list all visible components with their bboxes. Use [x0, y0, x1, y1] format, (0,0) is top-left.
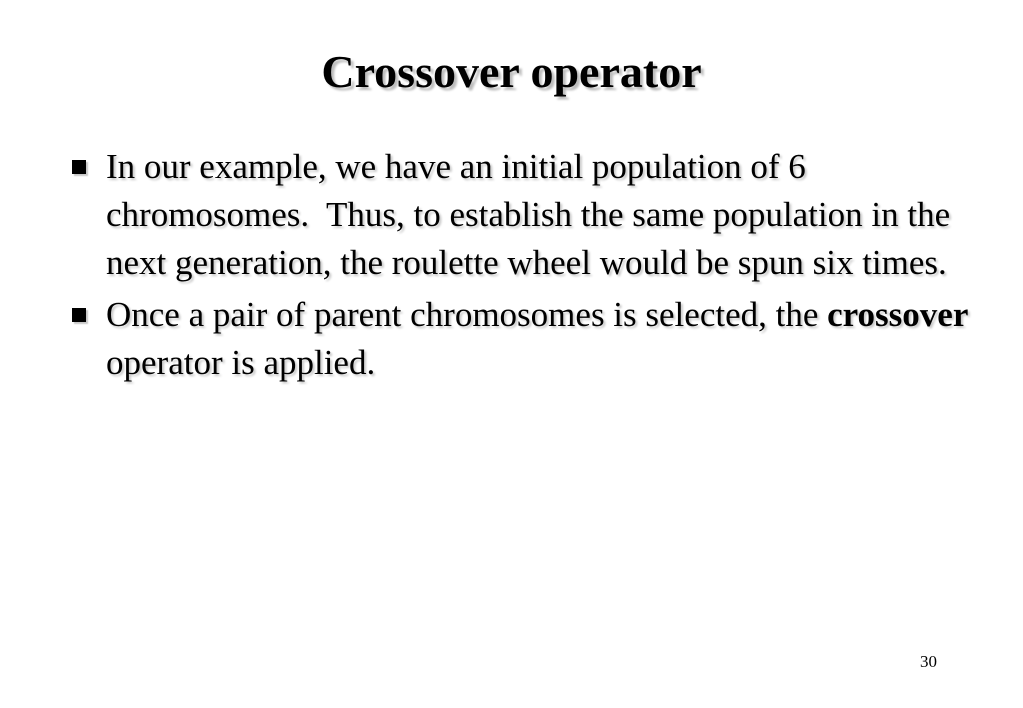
bullet-bold-term: crossover [827, 295, 969, 334]
bullet-item-2 [70, 291, 970, 387]
slide-title: Crossover operator [321, 46, 702, 97]
bullet-text-2-after: operator is applied. [106, 343, 376, 382]
square-bullet-icon [72, 160, 86, 174]
bullet-item-1 [70, 143, 970, 287]
square-bullet-icon [72, 308, 86, 322]
bullet-text-1: In our example, we have an initial population of 6 chromosomes. Thus, to establish the same population in the next generation, the roulette wheel would be spun six times. [106, 147, 959, 282]
page-number: 30 [920, 652, 937, 671]
bullet-list [70, 143, 970, 391]
bullet-text-2-before: Once a pair of parent chromosomes is selected, the [106, 295, 828, 334]
